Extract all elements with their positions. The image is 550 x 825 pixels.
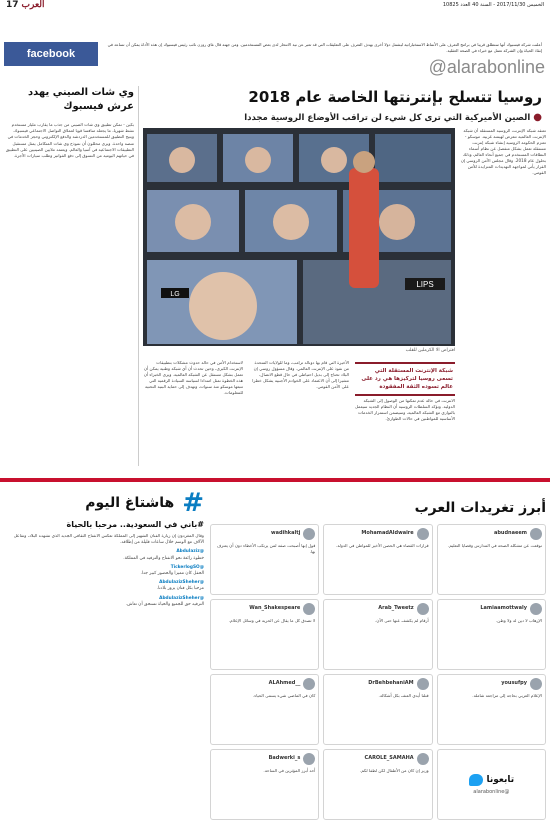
hashtag-icon: # <box>182 488 204 518</box>
follow-handle[interactable]: @alarabonline <box>473 789 510 795</box>
photo-caption: افتراض الا الكرملين للقلب <box>405 348 455 353</box>
newspaper-logo: العرب <box>21 0 45 10</box>
avatar <box>417 678 429 690</box>
tweet-handle[interactable]: @Abdulaziz <box>176 549 204 555</box>
tv-screens-photo <box>143 128 455 346</box>
avatar <box>530 678 542 690</box>
tweet-text: كان في الماضي شيء يسمى الحياء. <box>252 693 316 698</box>
tweet-text: الإعلام العربي بحاجة إلى مراجعة شاملة. <box>472 693 542 698</box>
facebook-banner: facebook <box>4 42 98 66</box>
article-column <box>355 360 455 468</box>
page-number: 17 <box>6 0 19 10</box>
tweet-card[interactable] <box>437 599 546 670</box>
article-subhead <box>190 112 542 126</box>
tweet-text: أرقام لم يكشف عنها حتى الآن. <box>375 618 429 623</box>
tweet-author: Wan_Shakespeare <box>249 605 301 612</box>
twitter-handle: @alarabonline <box>428 56 545 77</box>
sidebar-title: وي شات الصيني يهدد عرش فيسبوك <box>27 87 134 112</box>
tweet-card[interactable] <box>210 674 319 745</box>
hashtag-subtitle: #باني في السعودية.. مرحبا بالحياة <box>66 520 204 529</box>
top-bar <box>0 0 550 9</box>
tweet-author: MohamadAldwaire <box>361 530 414 537</box>
tweets-section-title: أبرز تغريدات العرب <box>414 500 546 516</box>
hashtag-body <box>4 534 204 819</box>
avatar <box>417 603 429 615</box>
tweet-text: الحفل كان مميزا والحضور كبير جدا. <box>140 571 204 577</box>
pull-quote: شبكة الإنترنت المستقلة التي تسعى روسيا لتركيزها هي رد على عالم تسوده الثقة المفقودة <box>355 362 455 396</box>
avatar <box>303 753 315 765</box>
svg-text:LIPS: LIPS <box>416 280 434 289</box>
article-body-columns <box>143 360 455 468</box>
facebook-intro-text: أعلنت شركة فيسبوك أنها ستطلق قريبا في برامج التعرف على الأنماط الاستخباراتية ليشمل دولا أخرى بهدف التعرف على التعليقات التي قد تعبر عن نية الانتحار لدى بعض المستخدمين. ومن جهته قال غاي روزن نائب رئيس فيسبوك إن هذه الأداة يمكن أن تساعد في إنقاذ الحياة وإن الشركة تعمل مع خبراء في الصحة العقلية. <box>107 42 542 53</box>
tweet-text: الإرهاب لا دين له ولا وطن. <box>495 618 542 623</box>
tweet-text: وزير إن كان من الأطفال لكن لطفا لكم. <box>359 768 429 773</box>
tweet-card[interactable] <box>323 749 432 820</box>
tweet-card[interactable] <box>210 749 319 820</box>
tweet-card[interactable] <box>210 524 319 595</box>
tweet-card[interactable] <box>437 524 546 595</box>
article-column-text: لاستخدام الأمن في حالة حدوث مشكلات بتطبيقات الإنترنت الكبرى، وحين تحدث أن أي شبكة وطنية يمكن أن تعمل بشكل مستقل عن الشبكة العالمية. ويرى الخبراء أن هذه الخطوة تمثل امتدادا لسياسة السيادة الرقمية التي تتبعها موسكو منذ سنوات، وتهدف إلى حماية البنية التحتية للمعلومات. <box>143 360 243 395</box>
article-right-column: تعتقد شبكة الإنترنت الروسية المستقلة أن شبكة الإنترنت العالمية تتعرض لهيمنة غربية. موسكو - تعتزم الحكومة الروسية إنشاء شبكة إنترنت مستقلة تعمل بشكل منفصل عن نظام أسماء النطاقات المستخدم في جميع أنحاء العالم، وذلك بحلول عام 2018. وقال مجلس الأمن الروسي إن القرار يأتي لمواجهة التهديدات المتزايدة للأمن القومي. <box>460 128 546 175</box>
avatar <box>417 753 429 765</box>
tweet-text: الترفيه حق للجميع والحياة تستحق أن تعاش. <box>125 601 204 607</box>
tweet-author: DrBehbehaniAM <box>368 680 414 687</box>
tweet-handle[interactable]: @TickerlogSO <box>170 564 204 570</box>
tweet-author: ALAhmed__ <box>268 680 301 687</box>
tweet-card[interactable] <box>323 524 432 595</box>
tweet-author: yousufpy <box>501 680 527 687</box>
follow-label: تابعونا <box>486 775 515 785</box>
article-column-text: الانترنت في حالة عدم تمكنها من الوصول إلى الشبكة الدولية. وتؤكد السلطات الروسية أن النظام الجديد سيعمل بالتوازي مع الشبكة العالمية، وسيضمن استمرار الخدمات الأساسية للمواطنين في حالات الطوارئ. <box>355 398 455 421</box>
tweets-grid <box>210 524 546 820</box>
tweet-author: CAROLE_SAMAHA <box>364 755 414 762</box>
avatar <box>530 603 542 615</box>
avatar <box>303 528 315 540</box>
tweet-text: خطوة رائعة نحو الانفتاح والترفيه في المملكة. <box>123 555 204 561</box>
tweet-author: Arab_Tweetz <box>378 605 414 612</box>
sidebar-body: بكين - تمكن تطبيق وي شات الصيني من جذب ما يقارب مليار مستخدم نشط شهريا، ما يجعله منافسا قويا لعملاق التواصل الاجتماعي فيسبوك. ويتيح التطبيق للمستخدمين الدردشة والدفع الإلكتروني وحجز الخدمات في منصة واحدة. ويرى محللون أن نموذج وي شات المتكامل يمثل مستقبل التطبيقات الاجتماعية في آسيا والعالم. ويعتمد ملايين الصينيين على التطبيق في حياتهم اليومية من التسوق إلى دفع الفواتير وطلب سيارات الأجرة. <box>5 122 134 159</box>
hashtag-section-header <box>4 490 204 516</box>
tweet-handle[interactable]: @AbdulazizSheher <box>159 595 204 601</box>
tweet-card[interactable] <box>323 599 432 670</box>
tweet-author: abudnaeem <box>493 530 527 537</box>
avatar <box>417 528 429 540</box>
tweet-text: مرحبا بكل فنان يزور بلادنا. <box>156 586 204 592</box>
svg-text:LG: LG <box>170 291 180 298</box>
section-divider <box>0 478 550 482</box>
avatar <box>303 603 315 615</box>
tweet-text: توقعت عن مشكلة الصحة في المدارس وقضايا التعليم. <box>447 543 542 548</box>
tweet-author: Lamiaamottwaly <box>480 605 527 612</box>
subhead-text: الصين الأميركية التي ترى كل شيء لن تراقب الأوضاع الروسية مجددا <box>244 113 531 123</box>
hashtag-intro: وقال المغردون إن زيارة الفنان الشهير إلى المملكة تعكس الانفتاح الثقافي الجديد الذي تشهده البلاد، وتفاعل الآلاف مع الوسم خلال ساعات قليلة من إطلاقه. <box>13 534 204 546</box>
tweet-card[interactable] <box>323 674 432 745</box>
tweet-handle[interactable]: @AbdulazizSheher <box>159 580 204 586</box>
tweet-card[interactable] <box>437 674 546 745</box>
twitter-bird-icon <box>469 774 483 786</box>
follow-box[interactable] <box>437 749 546 820</box>
tweet-author: Badwerki_s <box>268 755 301 762</box>
article-photo <box>143 128 455 346</box>
page-brand <box>6 0 45 10</box>
tweet-text: أحد أبرز المؤثرين في الساحة. <box>263 768 316 773</box>
tweet-author: wadihkaltj <box>270 530 301 537</box>
tweet-text: قرارات القضاء هي الحصن الأخير للمواطن في الدولة. <box>335 543 429 548</box>
bullet-icon: ● <box>533 112 542 123</box>
tweet-text: لا تصدق كل ما يقال عن الحرية في وسائل الإعلام. <box>228 618 316 623</box>
tweet-text: قتلنا أيدي العنف بكل أشكاله. <box>378 693 429 698</box>
tweet-card[interactable] <box>210 599 319 670</box>
hashtag-section-title: هاشتاغ اليوم <box>85 495 175 511</box>
column-divider <box>138 86 139 466</box>
article-headline: روسيا تتسلح بإنترنتها الخاصة عام 2018 <box>248 88 542 106</box>
tweet-text: قول إنها أصبحت صفة لمن يرتكب الأخطاء دون أن يعترف بها. <box>216 543 316 554</box>
article-column-text: الأخيرة التي قام بها دونالد ترامب، وما للولايات المتحدة من نفوذ على الإنترنت العالمي. وقال مسؤول روسي إن البلاد تحتاج إلى بديل احتياطي في حال قطع الاتصال، مشيرا إلى أن الاعتماد على الخوادم الأجنبية يشكل خطرا على الأمن القومي. <box>252 360 349 389</box>
avatar <box>303 678 315 690</box>
date-line: الخميس 2017/11/30 - السنة 40 العدد 10825 <box>442 1 544 8</box>
avatar <box>530 528 542 540</box>
